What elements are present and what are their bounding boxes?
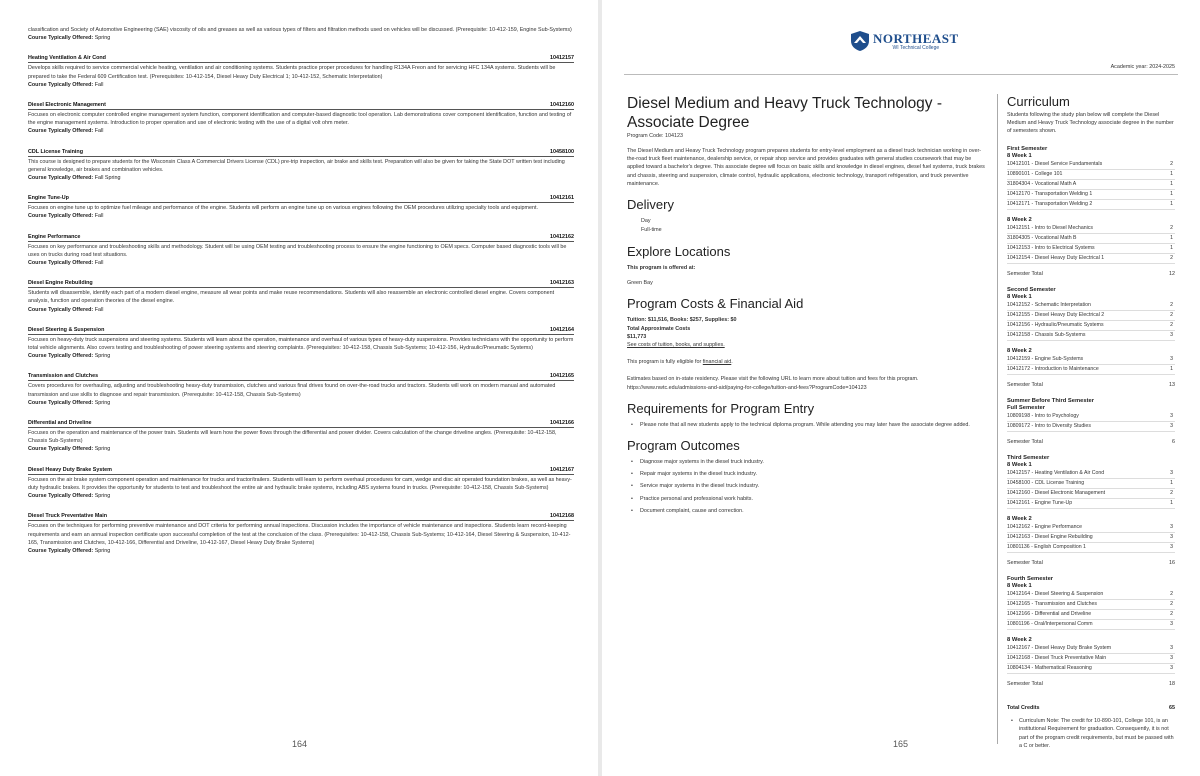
offered-value: Spring [94,446,111,453]
course-description: Develops skills required to service commercial vehicle heating, ventilation and air conditioning systems. Students practice proper procedures for handling R134A Freon and for servicing HFC 134A systems. Students will be prepared to take the Federal 609 Certification test. (Prerequisites: 10-412-154, Diesel Heavy Duty Electrical 1; 10-412-152, Schematic Interpretation) [28,65,556,80]
course-name: 10412170 - Transportation Welding 1 [1007,190,1093,197]
curriculum-course-row [1007,533,1175,543]
total-credits-value: 65 [1169,704,1175,711]
course-credits: 1 [1170,180,1173,187]
course-credits: 3 [1170,523,1173,530]
course-title: Diesel Steering & Suspension [28,326,105,333]
course-credits: 3 [1170,644,1173,651]
locations-heading: Explore Locations [627,244,731,260]
course-offered [28,174,574,182]
course-name: 10412101 - Diesel Service Fundamentals [1007,160,1103,167]
course-offered [28,399,574,407]
logo-subtitle: WI Technical College [892,44,940,51]
course-header [28,149,574,157]
continuation-text: classification and Society of Automotive Engineering (SAE) viscosity of oils and greases as well as various types of filters and filtration methods used on vehicles will be discussed. (Prerequisite: 10-412-159, Engine Sub-Systems) [28,27,572,33]
semester-title: Third Semester [1007,454,1050,461]
delivery-heading: Delivery [627,197,674,213]
course-description: Focuses on heavy-duty truck suspensions and steering systems. Students will learn about the operation, maintenance and overhaul of various types of heavy-duty suspensions. Provides technicians with the opportunity to perform total vehicle alignments. Also covers testing and troubleshooting of power steering systems and steering complaints. (Prerequisites: 10-412-158, Chassis Sub-Systems; 10-412-156, Hydraulic/Pneumatic Systems) [28,336,574,352]
semester-block [1007,455,1175,566]
curriculum-course-row [1007,331,1175,341]
course-credits: 1 [1170,499,1173,506]
curriculum-course-row [1007,190,1175,200]
financial-aid-text [627,358,989,366]
course-name: 10412159 - Engine Sub-Systems [1007,355,1084,362]
logo-name: NORTHEAST [873,30,959,46]
curriculum-course-row [1007,254,1175,264]
course-credits: 2 [1170,489,1173,496]
semester-total-row [1007,560,1175,566]
offered-value: Fall [94,260,104,267]
course-offered [28,445,574,453]
course-name: 10412161 - Engine Tune-Up [1007,499,1073,506]
offered-value: Fall Spring [94,175,121,182]
course-description: Focuses on key performance and troubleshooting skills and methodology. Student will be using OEM testing and troubleshooting process to ensure the engine functioning to OEM specs. Computer based diagnostic tools will be uses on trucks during road test situations. [28,243,567,258]
offered-label: Course Typically Offered: [28,35,94,42]
course-code: 10412157 [550,55,574,62]
course-name: 10412163 - Diesel Engine Rebuilding [1007,533,1093,540]
course-header [28,420,574,428]
course-name: 10412167 - Diesel Heavy Duty Brake System [1007,644,1112,651]
course-entry [28,280,574,314]
course-code: 10412166 [550,420,574,427]
week-block [1007,462,1175,509]
course-code: 10458100 [550,148,574,155]
program-overview [627,94,989,519]
week-title: 8 Week 2 [1007,347,1032,354]
course-credits: 1 [1170,244,1173,251]
left-page [0,0,598,776]
course-credits: 2 [1170,610,1173,617]
semester-title: Summer Before Third Semester [1007,397,1094,404]
outcome-item: • Document complaint, cause and correction. [627,507,989,515]
continuation-offered [28,34,574,42]
course-code: 10412163 [550,280,574,287]
offered-value: Spring [94,353,111,360]
semester-total-row [1007,382,1175,388]
college-logo [850,30,959,52]
course-name: 10412152 - Schematic Interpretation [1007,301,1091,308]
course-credits: 3 [1170,422,1173,429]
page-number-left: 164 [292,739,308,749]
course-name: 10801196 - Oral/Interpersonal Comm [1007,620,1093,627]
curriculum-course-row [1007,180,1175,190]
shield-logo-icon [850,30,870,52]
delivery-item: Full-time [641,227,662,234]
week-title: 8 Week 2 [1007,636,1032,643]
semester-block [1007,398,1175,445]
course-credits: 2 [1170,311,1173,318]
course-description: Focuses on engine tune up to optimize fuel mileage and performance of the engine. Students will perform an engine tune up on various engines following the OEM procedures utilizing specialty tools and equipment. [28,205,539,212]
course-code: 10412164 [550,326,574,333]
total-credits-row [1007,705,1175,711]
requirement-item: • Please note that all new students apply to the technical diploma program. While attending you may later have the associate degree added. [627,421,989,429]
semester-block [1007,287,1175,388]
curriculum-course-row [1007,644,1175,654]
course-title: Differential and Driveline [28,420,92,427]
course-credits: 1 [1170,479,1173,486]
offered-value: Fall [94,81,104,88]
academic-year: Academic year: 2024-2025 [1110,64,1175,70]
locations-intro: This program is offered at: [627,265,696,272]
semester-total-value: 6 [1172,438,1175,445]
course-name: 10412172 - Introduction to Maintenance [1007,365,1099,372]
outcome-item: • Practice personal and professional work habits. [627,495,989,503]
header-divider [624,74,1178,75]
week-block [1007,637,1175,674]
course-title: Engine Performance [28,233,81,240]
aid-suffix: . [731,359,733,366]
total-costs-value: $11,773 [627,333,647,340]
course-title: Engine Tune-Up [28,195,69,202]
course-entry [28,327,574,361]
offered-label: Course Typically Offered: [28,306,94,313]
week-title: 8 Week 1 [1007,152,1032,159]
delivery-list [627,217,989,235]
course-credits: 2 [1170,254,1173,261]
course-credits: 2 [1170,590,1173,597]
course-title: Diesel Engine Rebuilding [28,280,93,287]
location-item: Green Bay [627,280,653,287]
semester-total-row [1007,439,1175,445]
course-title: CDL License Training [28,148,84,155]
offered-label: Course Typically Offered: [28,175,94,182]
offered-value: Fall [94,306,104,313]
course-code: 10412167 [550,466,574,473]
page-number-right: 165 [893,739,909,749]
course-name: 10412165 - Transmission and Clutches [1007,600,1097,607]
curriculum-course-row [1007,170,1175,180]
offered-value: Fall [94,128,104,135]
course-name: 10412158 - Chassis Sub-Systems [1007,331,1086,338]
requirements-list [627,421,989,429]
curriculum-course-row [1007,523,1175,533]
curriculum-course-row [1007,412,1175,422]
course-name: 10412168 - Diesel Truck Preventative Main [1007,654,1107,661]
week-block [1007,217,1175,264]
offered-label: Course Typically Offered: [28,81,94,88]
semester-total-label: Semester Total [1007,438,1043,445]
curriculum-course-row [1007,160,1175,170]
course-credits: 3 [1170,543,1173,550]
course-offered [28,259,574,267]
curriculum-note: • Curriculum Note: The credit for 10-890-101, College 101, is an institutional Requirement for graduation. Consequently, it is not part of the program credit requirements, but must be passed with a C or better. [1007,717,1175,751]
delivery-item: Day [641,218,651,225]
course-name: 10412164 - Diesel Steering & Suspension [1007,590,1104,597]
semester-total-label: Semester Total [1007,559,1043,566]
course-name: 10412160 - Diesel Electronic Management [1007,489,1106,496]
course-credits: 2 [1170,301,1173,308]
course-header [28,195,574,203]
week-block [1007,516,1175,553]
right-page [602,0,1200,776]
course-list [28,55,574,555]
course-code: 10412165 [550,373,574,380]
course-title: Transmission and Clutches [28,373,99,380]
semester-title: Fourth Semester [1007,575,1054,582]
week-title: 8 Week 1 [1007,293,1032,300]
tuition-url-link[interactable]: https://www.nwtc.edu/admissions-and-aid/paying-for-college/tuition-and-fees?ProgramCode=104123 [627,384,867,391]
course-credits: 3 [1170,533,1173,540]
curriculum-course-row [1007,244,1175,254]
curriculum-course-row [1007,664,1175,674]
total-costs-label: Total Approximate Costs [627,325,691,332]
outcome-item: • Service major systems in the diesel truck industry. [627,482,989,490]
course-offered [28,212,574,220]
course-name: 10801136 - English Composition 1 [1007,543,1086,550]
curriculum-intro: Students following the study plan below will complete the Diesel Medium and Heavy Truck Technology associate degree in the number of semesters shown. [1007,112,1174,135]
week-block [1007,153,1175,210]
course-credits: 1 [1170,170,1173,177]
semester-block [1007,576,1175,687]
course-title: Heating Ventilation & Air Cond [28,55,106,62]
course-offered [28,127,574,135]
course-credits: 3 [1170,331,1173,338]
week-block [1007,294,1175,341]
curriculum-course-row [1007,355,1175,365]
curriculum-heading: Curriculum [1007,94,1070,109]
course-code: 10412168 [550,513,574,520]
course-name: 10890101 - College 101 [1007,170,1063,177]
course-description: Covers procedures for overhauling, adjusting and troubleshooting heavy-duty transmission, clutches and various final drives found on over-the-road trucks and tractors. Students will work on modern manual and automated transmission and use skills to diagnose and repair transmission. (Prerequisite: 10-412-158, Chassis Sub-Systems) [28,383,556,398]
course-name: 10412162 - Engine Performance [1007,523,1082,530]
curriculum-course-row [1007,469,1175,479]
semester-list [1007,146,1175,687]
requirements-heading: Requirements for Program Entry [627,400,815,416]
course-name: 10804134 - Mathematical Reasoning [1007,664,1092,671]
course-header [28,373,574,381]
program-code: Program Code: 104123 [627,133,684,139]
course-title: Diesel Truck Preventative Main [28,513,108,520]
course-entry [28,420,574,454]
course-credits: 3 [1170,664,1173,671]
course-name: 10412157 - Heating Ventilation & Air Cond [1007,469,1105,476]
offered-value: Fall [94,213,104,220]
course-header [28,280,574,288]
course-credits: 3 [1170,620,1173,627]
costs-heading: Program Costs & Financial Aid [627,296,804,312]
course-offered [28,352,574,360]
course-entry [28,102,574,136]
course-header [28,327,574,335]
outcome-item: • Diagnose major systems in the diesel truck industry. [627,458,989,466]
week-title: 8 Week 2 [1007,515,1032,522]
course-header [28,234,574,242]
curriculum-course-row [1007,365,1175,375]
semester-total-value: 12 [1169,270,1175,277]
course-name: 10412156 - Hydraulic/Pneumatic Systems [1007,321,1104,328]
semester-block [1007,146,1175,277]
week-block [1007,348,1175,375]
course-credits: 1 [1170,234,1173,241]
curriculum-course-row [1007,489,1175,499]
course-code: 10412160 [550,102,574,109]
curriculum-course-row [1007,200,1175,210]
offered-value: Spring [94,547,111,554]
course-name: 10412166 - Differential and Driveline [1007,610,1092,617]
course-credits: 1 [1170,190,1173,197]
curriculum-course-row [1007,301,1175,311]
semester-total-value: 13 [1169,381,1175,388]
course-credits: 2 [1170,224,1173,231]
outcomes-list [627,458,989,515]
course-name: 10412155 - Diesel Heavy Duty Electrical 2 [1007,311,1105,318]
course-name: 10412153 - Intro to Electrical Systems [1007,244,1095,251]
column-divider [997,94,998,744]
course-offered [28,81,574,89]
curriculum-course-row [1007,311,1175,321]
course-name: 10458100 - CDL License Training [1007,479,1085,486]
curriculum-course-row [1007,600,1175,610]
course-credits: 1 [1170,200,1173,207]
course-name: 31804305 - Vocational Math B [1007,234,1077,241]
course-credits: 1 [1170,365,1173,372]
course-description: Students will disassemble, identify each part of a modern diesel engine, measure all wear points and make reuse recommendations. Students will also reassemble an electronic controlled diesel engine. Covers component analysis, function and operation theories of the diesel engine. [28,290,555,305]
estimates-text: Estimates based on in-state residency. Please visit the following URL to learn more about tuition and fees for this program. [627,376,919,383]
offered-label: Course Typically Offered: [28,446,94,453]
course-name: 10809172 - Intro to Diversity Studies [1007,422,1091,429]
program-intro: The Diesel Medium and Heavy Truck Technology program prepares students for entry-level employment as a diesel truck technician working in over-the-road truck fleet maintenance, dealership service, or repair shop service and provides graduates with general studies coursework that may be applied toward a bachelor's degree. This associate degree will focus on basic skills and knowledge in diesel engines, diesel fuel systems, truck brakes and chassis, steering and suspension, climate control, hydraulic applications, electronic technology, transport refrigeration, and truck preventive maintenance. [627,148,985,187]
week-title: 8 Week 1 [1007,582,1032,589]
offered-value: Spring [94,35,111,42]
financial-aid-link[interactable]: financial aid [702,359,732,366]
offered-label: Course Typically Offered: [28,547,94,554]
course-name: 10412154 - Diesel Heavy Duty Electrical 1 [1007,254,1105,261]
semester-title: Second Semester [1007,286,1056,293]
course-entry [28,195,574,220]
course-title: Diesel Heavy Duty Brake System [28,466,112,473]
course-code: 10412162 [550,233,574,240]
course-description: Focuses on the air brake system component operation and maintenance for trucks and tractor/trailers. Students will learn to perform overhaul procedures for cam, wedge and disc air operated foundation brakes, as well as heavy-duty hydraulic brakes. It provides the opportunity for students to test and troubleshoot the entire air and hydraulic brake systems, including ABS systems found in trucks. (Prerequisite: 10-412-158, Chassis Sub-Systems) [28,476,572,491]
course-description: Focuses on electronic computer controlled engine management system function, component identification and computer-based diagnostic tool operation. Lab demonstrations cover component identification, function and testing of the engine management systems. Introduction to proper operation and use of electronic testing with the use of a digital volt ohm meter. [28,112,572,127]
course-credits: 3 [1170,469,1173,476]
curriculum-course-row [1007,620,1175,630]
costs-line: Tuition: $11,516, Books: $257, Supplies: $0 [627,317,737,324]
curriculum-course-row [1007,422,1175,432]
course-entry [28,513,574,555]
curriculum-course-row [1007,499,1175,509]
course-offered [28,492,574,500]
course-description: Focuses on the operation and maintenance of the power train. Students will learn how the power flows through the differential and power divider. Covers calculation of the change driveline angles. (Prerequisite: 10-412-158, Chassis Sub-Systems) [28,430,557,445]
curriculum-course-row [1007,479,1175,489]
semester-total-label: Semester Total [1007,680,1043,687]
course-entry [28,55,574,89]
offered-value: Spring [94,493,111,500]
total-credits-label: Total Credits [1007,704,1040,711]
offered-label: Course Typically Offered: [28,353,94,360]
curriculum-course-row [1007,234,1175,244]
course-entry [28,373,574,407]
semester-total-label: Semester Total [1007,270,1043,277]
week-title: 8 Week 2 [1007,216,1032,223]
offered-label: Course Typically Offered: [28,493,94,500]
offered-label: Course Typically Offered: [28,260,94,267]
course-description: This course is designed to prepare students for the Wisconsin Class A Commercial Drivers License (CDL) pre-trip inspection, air brake and skills test. Preparation will also be given for taking the State DOT written test including general knowledge, air brakes and combination vehicles. [28,158,565,173]
curriculum-course-row [1007,654,1175,664]
course-header [28,467,574,475]
course-header [28,513,574,521]
course-credits: 2 [1170,600,1173,607]
semester-title: First Semester [1007,145,1048,152]
semester-total-value: 18 [1169,680,1175,687]
course-name: 31804304 - Vocational Math A [1007,180,1077,187]
semester-total-value: 16 [1169,559,1175,566]
semester-total-label: Semester Total [1007,381,1043,388]
curriculum-course-row [1007,224,1175,234]
course-header [28,102,574,110]
offered-label: Course Typically Offered: [28,213,94,220]
course-offered [28,306,574,314]
week-block [1007,583,1175,630]
semester-total-row [1007,681,1175,687]
curriculum-course-row [1007,321,1175,331]
week-title: Full Semester [1007,404,1046,411]
semester-total-row [1007,271,1175,277]
course-name: 10412151 - Intro to Diesel Mechanics [1007,224,1093,231]
course-entry [28,234,574,268]
course-descriptions [28,26,574,555]
curriculum-panel [1007,95,1175,751]
course-code: 10412161 [550,195,574,202]
curriculum-course-row [1007,610,1175,620]
course-credits: 3 [1170,654,1173,661]
course-credits: 2 [1170,321,1173,328]
course-name: 10809198 - Intro to Psychology [1007,412,1079,419]
offered-label: Course Typically Offered: [28,399,94,406]
offered-value: Spring [94,399,111,406]
week-block [1007,405,1175,432]
curriculum-course-row [1007,590,1175,600]
course-credits: 2 [1170,160,1173,167]
costs-link[interactable]: See costs of tuition, books, and supplies. [627,342,725,349]
course-entry [28,467,574,501]
aid-prefix: This program is fully eligible for [627,359,703,366]
week-title: 8 Week 1 [1007,461,1032,468]
offered-label: Course Typically Offered: [28,128,94,135]
curriculum-course-row [1007,543,1175,553]
course-offered [28,547,574,555]
course-description: Focuses on the techniques for performing preventive maintenance and DOT criteria for performing annual inspections. Discussion includes the importance of vehicle maintenance and inspections. Students learn record-keeping requirements and earn an annual inspection certificate upon successful completion of the test at the conclusion of the class. (Prerequisites: 10-412-158, Chassis Sub-Systems; 10-412-164, Diesel Steering & Suspension, 10-412-165, Transmission and Clutches, 10-412-166, Differential and Driveline, 10-412-167, Diesel Heavy Duty Brake Systems) [28,523,571,546]
outcome-item: • Repair major systems in the diesel truck industry. [627,470,989,478]
course-credits: 3 [1170,355,1173,362]
page-title: Diesel Medium and Heavy Truck Technology - Associate Degree [627,95,943,131]
course-entry [28,149,574,183]
course-title: Diesel Electronic Management [28,102,106,109]
outcomes-heading: Program Outcomes [627,438,740,454]
course-credits: 3 [1170,412,1173,419]
course-header [28,55,574,63]
course-name: 10412171 - Transportation Welding 2 [1007,200,1093,207]
